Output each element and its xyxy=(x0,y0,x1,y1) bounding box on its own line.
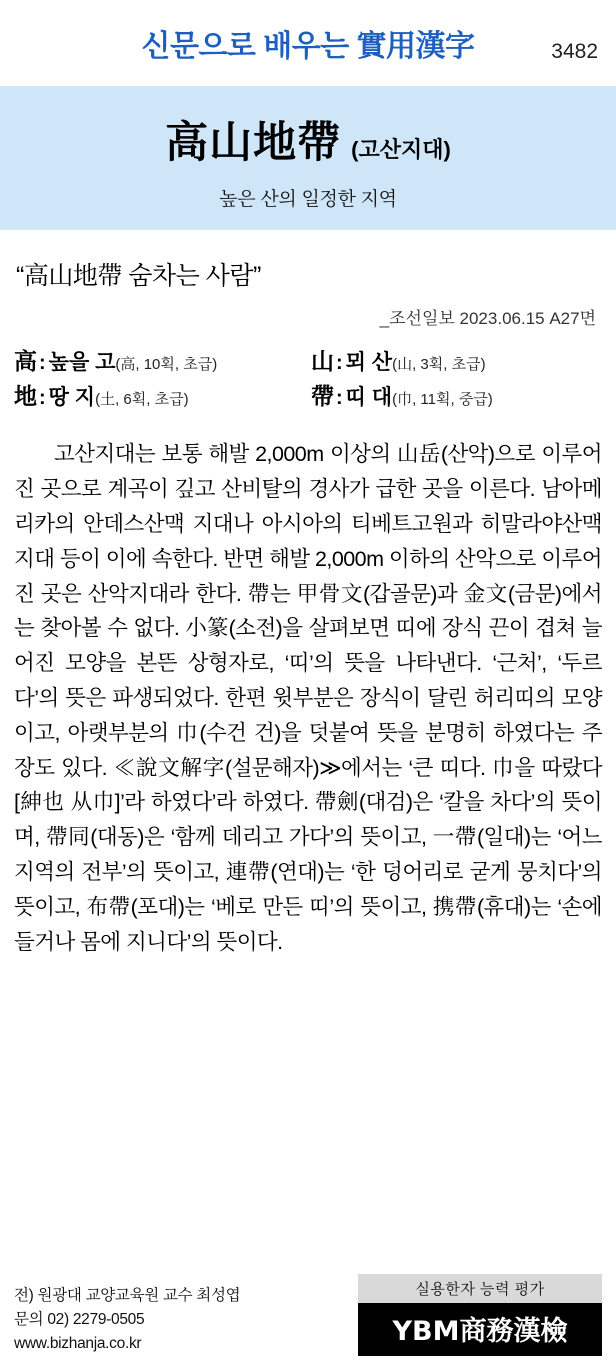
character-meaning: 뫼 산 xyxy=(345,351,393,374)
page-footer xyxy=(0,1274,616,1356)
character-colon: : xyxy=(39,386,46,409)
author-info xyxy=(14,1284,240,1356)
character-glyph: 地 xyxy=(14,383,37,410)
character-glyph: 帶 xyxy=(311,383,334,410)
character-detail: (山, 3획, 초급) xyxy=(392,356,486,373)
character-meaning: 높을 고 xyxy=(48,351,116,374)
headword-panel xyxy=(0,86,616,230)
character-glyph: 高 xyxy=(14,349,37,375)
character-entry xyxy=(14,384,305,412)
headword-hanja: 高山地帶 xyxy=(165,118,342,168)
character-colon: : xyxy=(336,352,343,374)
website-link[interactable]: www.bizhanja.co.kr xyxy=(14,1334,142,1352)
article-body xyxy=(0,437,616,959)
headword-gloss: 높은 산의 일정한 지역 xyxy=(219,189,397,210)
ybm-logo xyxy=(358,1274,602,1356)
quote-source: _조선일보 2023.06.15 A27면 xyxy=(379,309,596,328)
character-entry xyxy=(311,349,602,377)
character-detail: (巾, 11획, 중급) xyxy=(392,390,493,408)
page-title: 신문으로 배우는 實用漢字 xyxy=(141,30,475,63)
character-glyph: 山 xyxy=(311,349,334,375)
character-meaning: 땅 지 xyxy=(48,385,96,409)
character-detail: (高, 10획, 초급) xyxy=(115,356,218,373)
character-colon: : xyxy=(336,386,343,409)
quote-block xyxy=(0,230,616,329)
page-header xyxy=(0,0,616,86)
headword-row xyxy=(165,109,451,170)
character-meaning: 띠 대 xyxy=(345,385,393,409)
headword-reading: (고산지대) xyxy=(351,137,451,162)
character-entry xyxy=(14,349,305,377)
logo-wordmark: YBM商務漢檢 xyxy=(358,1303,602,1356)
article-paragraph: 고산지대는 보통 해발 2,000m 이상의 山岳(산악)으로 이루어진 곳으로 계곡이 깊고 산비탈의 경사가 급한 곳을 이른다. 남아메리카의 안데스산맥 지대나 아시아의 티베트고원과 히말라야산맥 지대 등이 이에 속한다. 반면 해발 2,000m 이하의 산악으로 이루어진 곳은 산악지대라 한다. 帶는 甲骨文(갑골문)과 金文(금문)에서는 찾아볼 수 없다. 小篆(소전)을 살펴보면 띠에 장식 끈이 겹쳐 늘어진 모양을 본뜬 상형자로, ‘띠’의 뜻을 나타낸다. ‘근처’, ‘두르다’의 뜻은 파생되었다. 한편 윗부분은 장식이 달린 허리띠의 모양이고, 아랫부분의 巾(수건 건)을 덧붙여 뜻을 분명히 하였다는 주장도 있다. ≪說文解字(설문해자)≫에서는 ‘큰 띠다. 巾을 따랐다[紳也 从巾]’라 하였다’라 하였다. 帶劍(대검)은 ‘칼을 차다’의 뜻이며, 帶同(대동)은 ‘함께 데리고 가다’의 뜻이고, 一帶(일대)는 ‘어느 지역의 전부’의 뜻이고, 連帶(연대)는 ‘한 덩어리로 굳게 뭉치다’의 뜻이고, 布帶(포대)는 ‘베로 만든 띠’의 뜻이고, 携帶(휴대)는 ‘손에 들거나 몸에 지니다’의 뜻이다. xyxy=(14,442,602,954)
character-detail: (土, 6획, 초급) xyxy=(95,390,189,408)
logo-tagline: 실용한자 능력 평가 xyxy=(358,1274,602,1303)
character-key-table xyxy=(0,349,616,411)
character-colon: : xyxy=(39,352,46,374)
author-line-1: 전) 원광대 교양교육원 교수 최성엽 xyxy=(14,1286,241,1304)
quote-text: “高山地帶 숨차는 사람” xyxy=(16,262,261,290)
issue-number: 3482 xyxy=(551,40,598,63)
character-entry xyxy=(311,384,602,412)
author-line-2: 문의 02) 2279-0505 xyxy=(14,1310,145,1328)
